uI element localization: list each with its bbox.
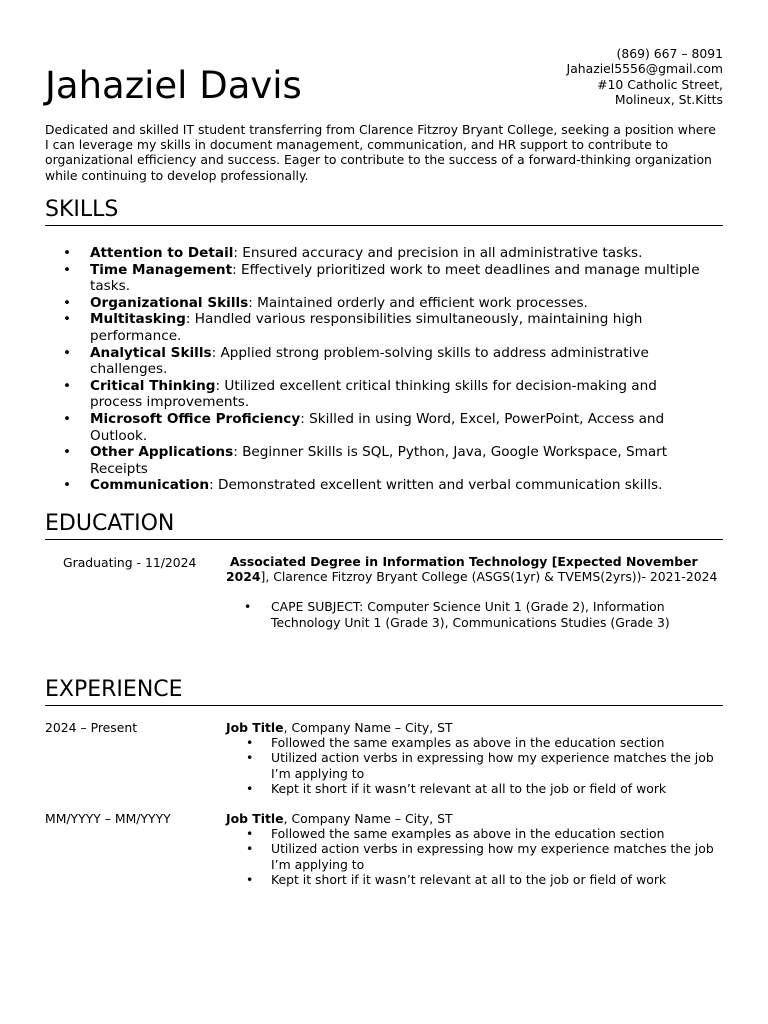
skill-text: : Beginner Skills is SQL, Python, Java, Google Workspace, Smart Receipts	[90, 444, 668, 477]
degree-line	[226, 554, 721, 584]
degree-school: ], Clarence Fitzroy Bryant College (ASGS(1yr) & TVEMS(2yrs))- 2021-2024	[260, 569, 718, 585]
job-bullet: • Kept it short if it wasn’t relevant at all to the job or field of work	[226, 781, 723, 796]
skill-item	[45, 245, 710, 262]
skill-text: : Utilized excellent critical thinking skills for decision-making and process improvements.	[90, 377, 657, 411]
job-company: , Company Name – City, ST	[283, 811, 453, 826]
job-bullet: • Followed the same examples as above in the education section	[226, 735, 723, 750]
skill-label: Other Applications	[90, 444, 234, 461]
job-title: Job Title	[226, 811, 284, 826]
skill-item	[45, 262, 710, 295]
job-date: 2024 – Present	[45, 720, 138, 735]
job-bullet: • Followed the same examples as above in the education section	[226, 826, 723, 841]
candidate-name: Jahaziel Davis	[45, 64, 302, 107]
phone-number: (869) 667 – 8091	[616, 46, 723, 61]
job-title: Job Title	[226, 720, 284, 735]
job-date: MM/YYYY – MM/YYYY	[45, 811, 171, 826]
education-bullet: • CAPE SUBJECT: Computer Science Unit 1 (Grade 2), Information Technology Unit 1 (Grade 3), Communications Studies (Grade 3)	[226, 599, 721, 629]
skill-text: : Skilled in using Word, Excel, PowerPoint, Access and Outlook.	[90, 410, 665, 444]
skill-text: : Effectively prioritized work to meet deadlines and manage multiple tasks.	[90, 261, 700, 295]
job-heading	[226, 811, 723, 826]
skill-text: : Demonstrated excellent written and verbal communication skills.	[209, 477, 663, 494]
job-company: , Company Name – City, ST	[283, 720, 453, 735]
skill-text: : Maintained orderly and efficient work processes.	[248, 294, 588, 311]
skill-item	[45, 477, 710, 494]
skill-label: Microsoft Office Proficiency	[90, 410, 301, 427]
job-heading	[226, 720, 723, 735]
skill-label: Communication	[90, 477, 210, 494]
skill-label: Critical Thinking	[90, 377, 216, 394]
address-line-1: #10 Catholic Street,	[597, 76, 723, 92]
job-bullet: • Utilized action verbs in expressing how my experience matches the job I’m applying to	[226, 750, 723, 780]
address-line-2: Molineux, St.Kitts	[614, 92, 723, 108]
education-heading: EDUCATION	[45, 511, 723, 540]
job-details	[226, 811, 723, 887]
summary-paragraph: Dedicated and skilled IT student transferring from Clarence Fitzroy Bryant College, seeking a position where I can leverage my skills in document management, communication, and HR support to contribute to organizational efficiency and success. Eager to contribute to the success of a forward-thinking organization while continuing to develop professionally.	[45, 122, 716, 183]
job-bullets	[226, 735, 723, 796]
contact-block	[567, 46, 723, 108]
skill-label: Organizational Skills	[90, 294, 249, 311]
skill-label: Time Management	[90, 261, 233, 278]
job-details	[226, 720, 723, 796]
skill-item	[45, 378, 710, 411]
education-bullets	[226, 599, 721, 629]
skill-item	[45, 411, 710, 444]
skill-text: : Applied strong problem-solving skills to address administrative challenges.	[90, 344, 649, 378]
skill-label: Attention to Detail	[90, 245, 234, 261]
skill-item	[45, 345, 710, 378]
skill-text: : Ensured accuracy and precision in all administrative tasks.	[233, 245, 643, 261]
education-date: Graduating - 11/2024	[63, 555, 197, 570]
job-bullet: • Utilized action verbs in expressing how my experience matches the job I’m applying to	[226, 841, 723, 871]
skill-item	[45, 311, 710, 344]
skills-list	[45, 245, 723, 494]
degree-title: Associated Degree in Information Technology [Expected November 2024	[226, 554, 698, 585]
experience-heading: EXPERIENCE	[45, 677, 723, 706]
education-details	[226, 554, 721, 630]
skill-label: Multitasking	[90, 311, 186, 328]
skill-item	[45, 295, 710, 312]
skill-text: : Handled various responsibilities simultaneously, maintaining high performance.	[90, 311, 643, 344]
job-bullet: • Kept it short if it wasn’t relevant at all to the job or field of work	[226, 872, 723, 887]
skills-heading: SKILLS	[45, 197, 723, 226]
skill-label: Analytical Skills	[90, 344, 212, 361]
job-bullets	[226, 826, 723, 887]
email-address: Jahaziel5556@gmail.com	[566, 61, 723, 77]
skill-item	[45, 444, 710, 477]
